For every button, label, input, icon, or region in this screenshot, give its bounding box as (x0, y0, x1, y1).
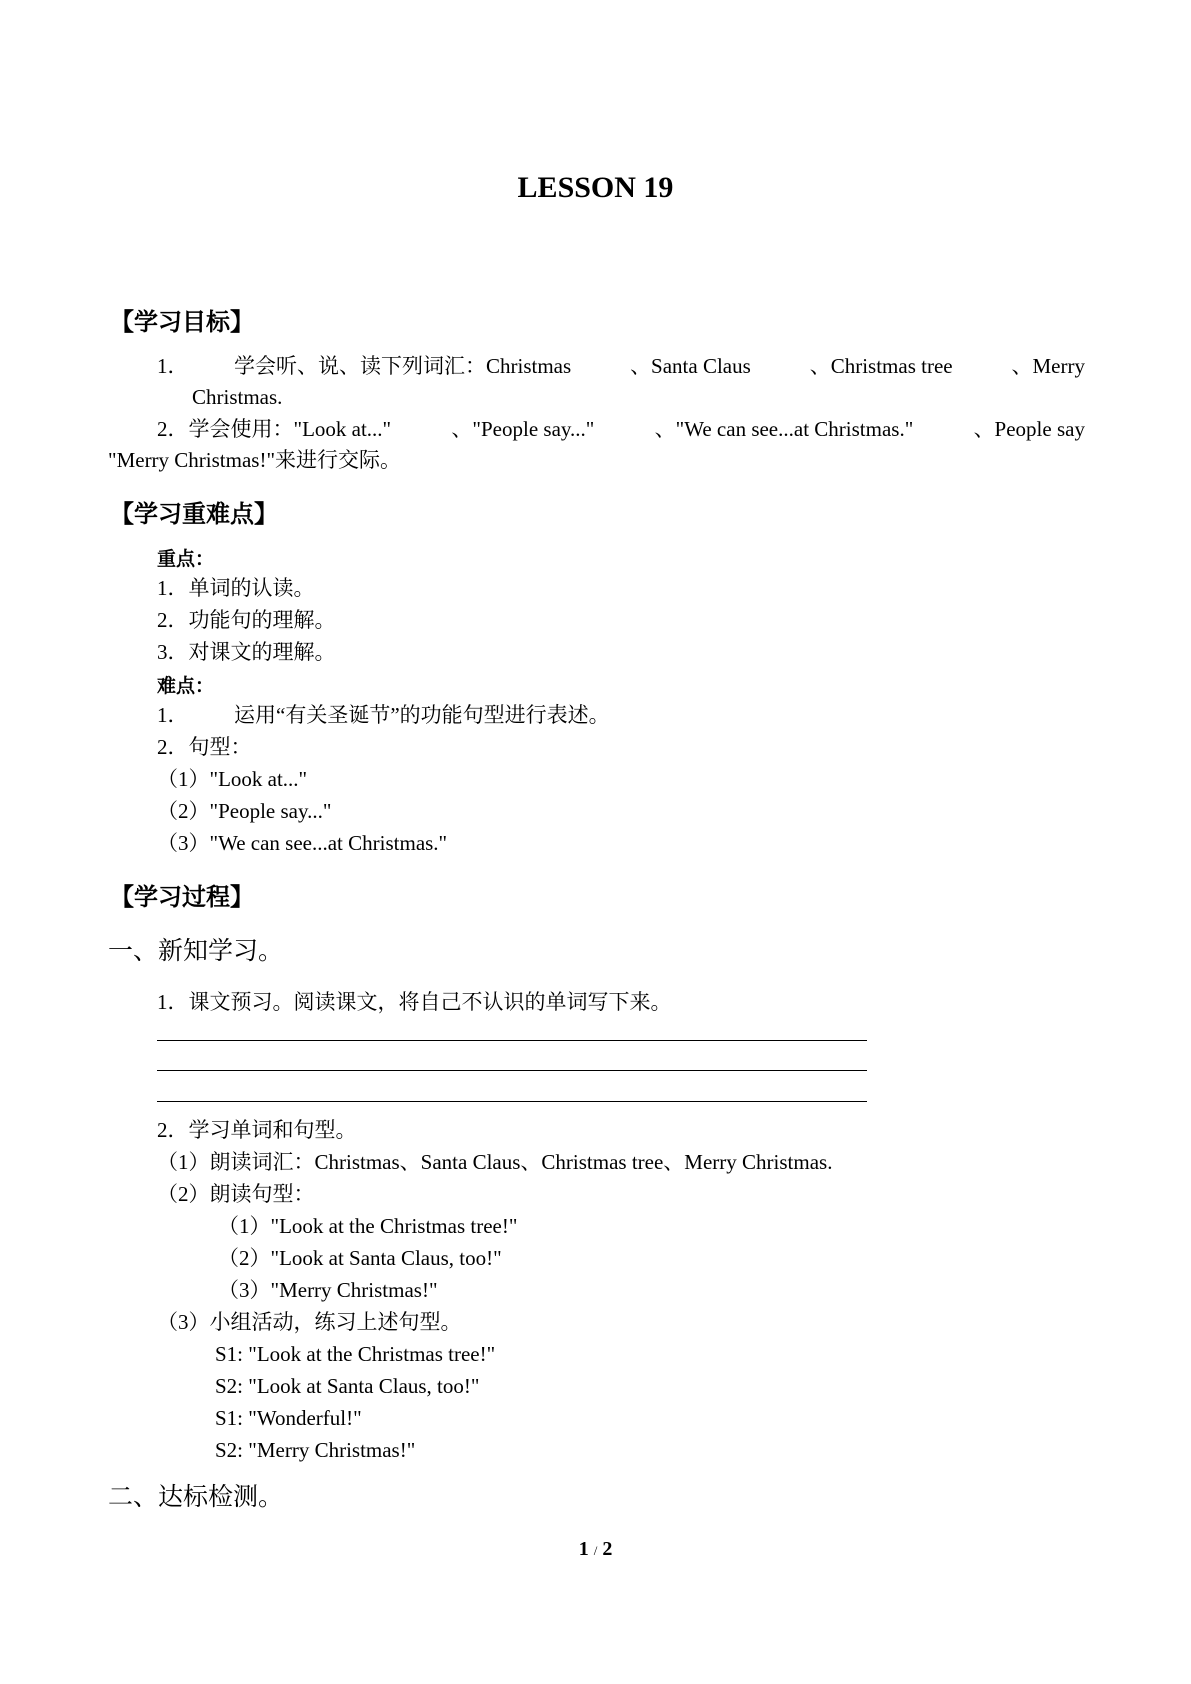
difficult-item: 运用“有关圣诞节”的功能句型进行表述。 (234, 703, 610, 727)
dialogue-line: S1: "Look at the Christmas tree!" (215, 1342, 496, 1366)
objective-1-continuation: Christmas. (192, 385, 283, 409)
objective-1-part: 、Merry (1011, 354, 1085, 378)
read-sentence: （2）"Look at Santa Claus, too!" (218, 1246, 502, 1270)
sub-step: （1）朗读词汇：Christmas、Santa Claus、Christmas tree、Merry Christmas. (157, 1150, 833, 1174)
sentence-pattern: （3）"We can see...at Christmas." (157, 831, 448, 855)
difficult-item: 2．句型： (157, 735, 252, 759)
page-current: 1 (578, 1538, 589, 1560)
difficult-item-number: 1． (157, 703, 189, 727)
sub-step: （2）朗读句型： (157, 1182, 315, 1206)
objective-2-part: 、People say (973, 417, 1085, 441)
page-number (0, 1538, 1191, 1561)
sentence-pattern: （2）"People say..." (157, 799, 332, 823)
section-new-learning: 一、新知学习。 (108, 938, 284, 965)
difficult-label: 难点： (157, 675, 215, 697)
read-sentence: （1）"Look at the Christmas tree!" (218, 1214, 518, 1238)
section-assessment: 二、达标检测。 (108, 1484, 284, 1511)
objective-2-part: 2．学会使用："Look at..." (157, 417, 392, 441)
dialogue-line: S2: "Look at Santa Claus, too!" (215, 1374, 480, 1398)
dialogue-line: S2: "Merry Christmas!" (215, 1438, 416, 1462)
objective-2-part: 、"We can see...at Christmas." (654, 417, 914, 441)
sub-step: （3）小组活动，练习上述句型。 (157, 1310, 462, 1334)
page-total: 2 (602, 1538, 613, 1560)
objective-2-continuation: "Merry Christmas!"来进行交际。 (108, 448, 402, 472)
answer-line (157, 1101, 867, 1102)
step-preview: 1．课文预习。阅读课文，将自己不认识的单词写下来。 (157, 990, 672, 1014)
key-points-heading: 【学习重难点】 (110, 500, 278, 528)
objective-1-number: 1． (157, 354, 189, 378)
focus-item: 2．功能句的理解。 (157, 608, 336, 632)
focus-item: 3．对课文的理解。 (157, 640, 336, 664)
focus-label: 重点： (157, 548, 215, 570)
dialogue-line: S1: "Wonderful!" (215, 1406, 362, 1430)
answer-line (157, 1040, 867, 1041)
page-title: LESSON 19 (517, 171, 674, 204)
page-separator: / (593, 1543, 598, 1558)
read-sentence: （3）"Merry Christmas!" (218, 1278, 438, 1302)
process-heading: 【学习过程】 (110, 883, 254, 911)
step-learn: 2．学习单词和句型。 (157, 1118, 357, 1142)
focus-item: 1．单词的认读。 (157, 576, 315, 600)
answer-line (157, 1070, 867, 1071)
objectives-heading: 【学习目标】 (110, 308, 254, 336)
objective-1-part: 、Santa Claus (630, 354, 751, 378)
objective-1-text (234, 352, 1085, 380)
objective-1-part: 学会听、说、读下列词汇：Christmas (234, 354, 572, 378)
objective-2-text (157, 415, 1085, 443)
objective-1-part: 、Christmas tree (809, 354, 953, 378)
objective-2-part: 、"People say..." (451, 417, 595, 441)
sentence-pattern: （1）"Look at..." (157, 767, 308, 791)
